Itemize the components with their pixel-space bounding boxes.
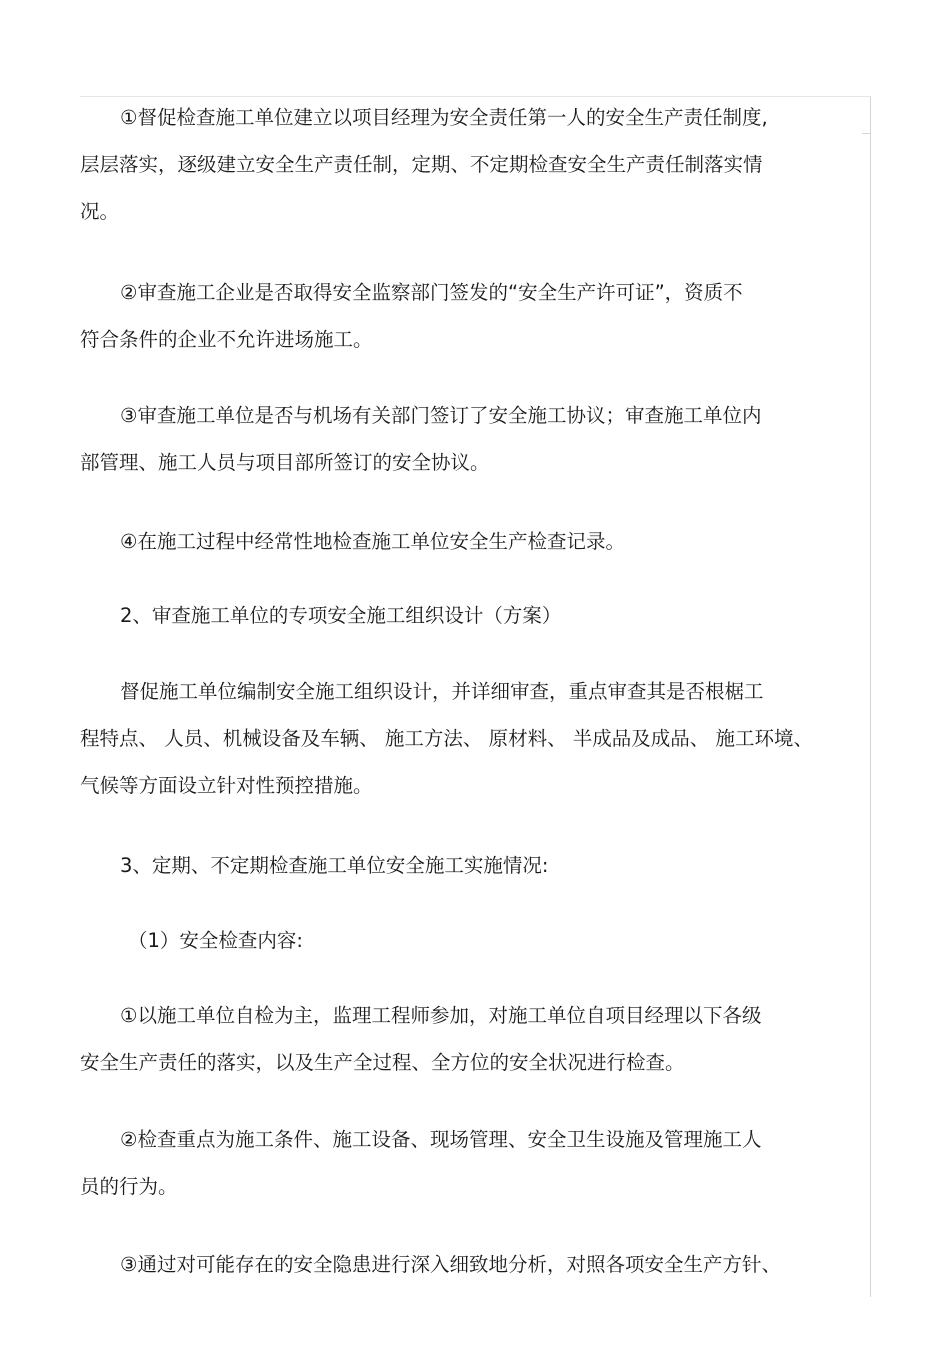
paragraph-inspection-focus bbox=[80, 1116, 761, 1210]
section-heading-3 bbox=[80, 842, 548, 889]
text-line: ①督促检查施工单位建立以项目经理为安全责任第一人的安全生产责任制度, bbox=[120, 106, 768, 129]
paragraph-safety-agreement bbox=[80, 392, 761, 486]
text-line: 员的行为。 bbox=[80, 1175, 178, 1198]
text-line: ④在施工过程中经常性地检查施工单位安全生产检查记录。 bbox=[120, 530, 625, 553]
paragraph-self-inspection bbox=[80, 992, 761, 1086]
text-line: ①以施工单位自检为主，监理工程师参加，对施工单位自项目经理以下各级 bbox=[120, 1004, 762, 1027]
text-line: 层层落实，逐级建立安全生产责任制，定期、不定期检查安全生产责任制落实情 bbox=[80, 153, 763, 176]
text-line: 气候等方面设立针对性预控措施。 bbox=[80, 774, 373, 797]
paragraph-construction-design bbox=[80, 668, 813, 809]
text-line: 符合条件的企业不允许进场施工。 bbox=[80, 328, 373, 351]
paragraph-safety-license bbox=[80, 269, 743, 363]
text-line: ③审查施工单位是否与机场有关部门签订了安全施工协议；审查施工单位内 bbox=[120, 404, 762, 427]
text-line: 3、定期、不定期检查施工单位安全施工实施情况: bbox=[120, 854, 549, 877]
frame-corner-marker bbox=[862, 97, 871, 134]
text-line: （1）安全检查内容: bbox=[128, 929, 303, 952]
text-line: ③通过对可能存在的安全隐患进行深入细致地分析，对照各项安全生产方针、 bbox=[120, 1253, 781, 1276]
text-line: 安全生产责任的落实，以及生产全过程、全方位的安全状况进行检查。 bbox=[80, 1051, 685, 1074]
paragraph-hazard-analysis bbox=[80, 1241, 781, 1288]
subsection-heading-1 bbox=[80, 917, 303, 964]
text-line: 程特点、 人员、机械设备及车辆、 施工方法、 原材料、 半成品及成品、 施工环境、 bbox=[80, 727, 813, 750]
section-heading-2 bbox=[80, 592, 561, 639]
text-line: 2、审查施工单位的专项安全施工组织设计（方案） bbox=[120, 604, 562, 627]
text-line: ②检查重点为施工条件、施工设备、现场管理、安全卫生设施及管理施工人 bbox=[120, 1128, 762, 1151]
text-line: 况。 bbox=[80, 200, 120, 223]
text-line: 督促施工单位编制安全施工组织设计，并详细审查，重点审查其是否根椐工 bbox=[120, 680, 764, 703]
text-line: ②审查施工企业是否取得安全监察部门签发的“安全生产许可证”，资质不 bbox=[120, 281, 743, 304]
paragraph-responsibility-system bbox=[80, 94, 768, 235]
text-line: 部管理、施工人员与项目部所签订的安全协议。 bbox=[80, 451, 490, 474]
paragraph-inspection-records bbox=[80, 518, 625, 565]
